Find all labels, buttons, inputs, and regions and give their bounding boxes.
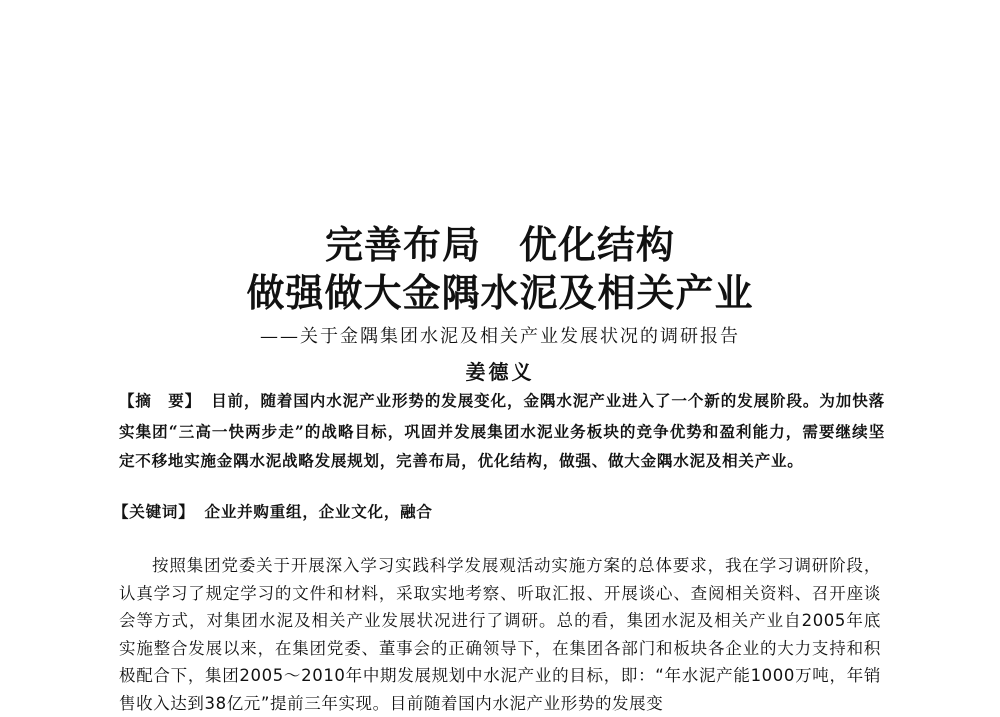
title-line-2: 做强做大金隅水泥及相关产业 [246,271,754,315]
keywords-text: 企业并购重组，企业文化，融合 [204,502,433,521]
title-part-1: 完善布局 [324,223,481,267]
author-name: 姜德义 [465,360,535,384]
body-paragraph: 按照集团党委关于开展深入学习实践科学发展观活动实施方案的总体要求，我在学习调研阶段，认真学习了规定学习的文件和材料，采取实地考察、听取汇报、开展谈心、查阅相关资料、召开座谈会等方式，对集团水泥及相关产业发展状况进行了调研。总的看，集团水泥及相关产业自2005年底实施整合发展以来，在集团党委、董事会的正确领导下，在集团各部门和板块各企业的大力支持和积极配合下，集团2005～2010年中期发展规划中水泥产业的目标，即：“年水泥产能1000万吨，年销售收入达到38亿元”提前三年实现。目前随着国内水泥产业形势的发展变 [119,556,881,713]
title-line-1 [0,214,1000,269]
title-part-2: 优化结构 [519,223,676,267]
abstract-label: 【摘 要】 [119,392,202,410]
keywords-label: 【关键词】 [113,503,195,521]
abstract-text: 目前，随着国内水泥产业形势的发展变化，金隅水泥产业进入了一个新的发展阶段。为加快落实集团“三高一快两步走”的战略目标，巩固并发展集团水泥业务板块的竞争优势和盈利能力，需要继续坚定不移地实施金隅水泥战略发展规划，完善布局，优化结构，做强、做大金隅水泥及相关产业。 [119,391,885,470]
keywords [113,501,433,523]
abstract [119,386,885,476]
subtitle: ——关于金隅集团水泥及相关产业发展状况的调研报告 [260,326,740,347]
